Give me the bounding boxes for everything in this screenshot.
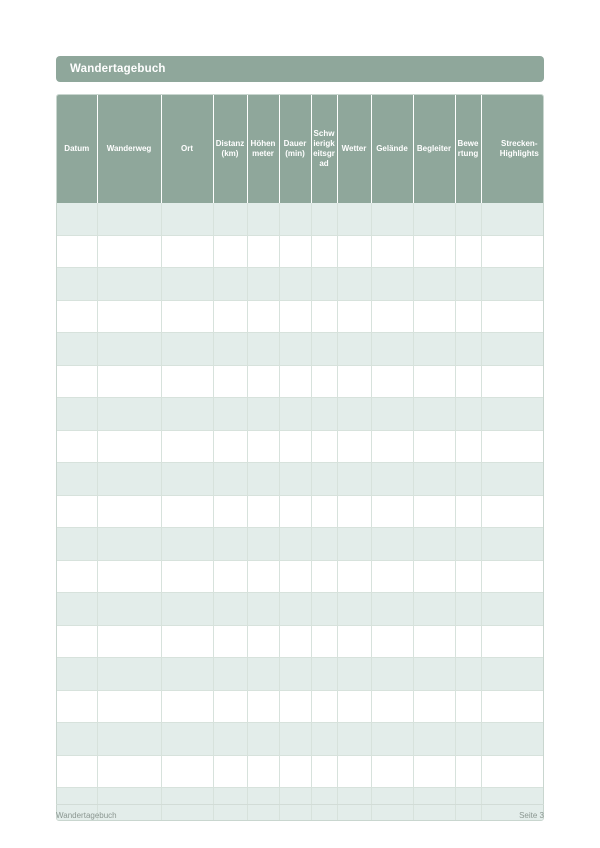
- table-cell[interactable]: [481, 690, 544, 723]
- table-cell[interactable]: [337, 430, 371, 463]
- table-row: [57, 463, 544, 496]
- table-cell[interactable]: [371, 625, 413, 658]
- table-cell[interactable]: [371, 495, 413, 528]
- table-header-row: [57, 95, 544, 203]
- table-cell[interactable]: [311, 690, 337, 723]
- table-cell[interactable]: [97, 203, 161, 235]
- document-title-bar: [56, 56, 544, 82]
- table-cell[interactable]: [161, 658, 213, 691]
- table-cell[interactable]: [311, 398, 337, 431]
- table-cell[interactable]: [337, 235, 371, 268]
- table-cell[interactable]: [279, 333, 311, 366]
- table-cell[interactable]: [247, 625, 279, 658]
- table-cell[interactable]: [455, 690, 481, 723]
- table-cell[interactable]: [481, 398, 544, 431]
- table-cell[interactable]: [161, 235, 213, 268]
- column-header: Wanderweg: [97, 95, 161, 203]
- table-cell[interactable]: [481, 268, 544, 301]
- table-cell[interactable]: [311, 658, 337, 691]
- table-cell[interactable]: [57, 658, 97, 691]
- table-cell[interactable]: [337, 690, 371, 723]
- table-cell[interactable]: [311, 300, 337, 333]
- table-cell[interactable]: [481, 625, 544, 658]
- table-cell[interactable]: [337, 658, 371, 691]
- table-cell[interactable]: [247, 430, 279, 463]
- table-cell[interactable]: [213, 495, 247, 528]
- table-cell[interactable]: [97, 268, 161, 301]
- table-cell[interactable]: [413, 593, 455, 626]
- column-header: Bewertung: [455, 95, 481, 203]
- table-cell[interactable]: [311, 430, 337, 463]
- table-cell[interactable]: [161, 333, 213, 366]
- table-cell[interactable]: [279, 495, 311, 528]
- table-row: [57, 625, 544, 658]
- column-header: Höhenmeter: [247, 95, 279, 203]
- table-cell[interactable]: [413, 398, 455, 431]
- table-cell[interactable]: [161, 300, 213, 333]
- table-cell[interactable]: [337, 463, 371, 496]
- table-cell[interactable]: [247, 495, 279, 528]
- table-cell[interactable]: [481, 593, 544, 626]
- table-row: [57, 300, 544, 333]
- table-cell[interactable]: [279, 398, 311, 431]
- table-cell[interactable]: [413, 560, 455, 593]
- table-cell[interactable]: [455, 593, 481, 626]
- table-cell[interactable]: [161, 625, 213, 658]
- table-cell[interactable]: [311, 463, 337, 496]
- table-cell[interactable]: [279, 463, 311, 496]
- table-cell[interactable]: [371, 430, 413, 463]
- table-cell[interactable]: [413, 235, 455, 268]
- table-cell[interactable]: [97, 723, 161, 756]
- table-cell[interactable]: [413, 430, 455, 463]
- table-cell[interactable]: [311, 203, 337, 235]
- table-row: [57, 690, 544, 723]
- table-cell[interactable]: [455, 463, 481, 496]
- table-cell[interactable]: [337, 560, 371, 593]
- table-cell[interactable]: [213, 268, 247, 301]
- table-cell[interactable]: [455, 203, 481, 235]
- column-header: Begleiter: [413, 95, 455, 203]
- table-cell[interactable]: [371, 235, 413, 268]
- table-cell[interactable]: [337, 365, 371, 398]
- table-cell[interactable]: [371, 268, 413, 301]
- table-cell[interactable]: [455, 528, 481, 561]
- table-cell[interactable]: [481, 300, 544, 333]
- table-cell[interactable]: [279, 430, 311, 463]
- table-cell[interactable]: [413, 755, 455, 788]
- table-cell[interactable]: [481, 463, 544, 496]
- table-cell[interactable]: [213, 365, 247, 398]
- table-cell[interactable]: [97, 333, 161, 366]
- hiking-log-table: [57, 95, 544, 820]
- page-title: Wandertagebuch: [70, 63, 166, 75]
- table-cell[interactable]: [161, 560, 213, 593]
- table-cell[interactable]: [413, 268, 455, 301]
- table-cell[interactable]: [57, 300, 97, 333]
- table-cell[interactable]: [371, 593, 413, 626]
- table-cell[interactable]: [455, 268, 481, 301]
- table-cell[interactable]: [213, 755, 247, 788]
- table-cell[interactable]: [161, 755, 213, 788]
- table-cell[interactable]: [371, 658, 413, 691]
- table-cell[interactable]: [311, 593, 337, 626]
- table-cell[interactable]: [279, 625, 311, 658]
- table-cell[interactable]: [455, 430, 481, 463]
- table-cell[interactable]: [213, 235, 247, 268]
- table-cell[interactable]: [337, 625, 371, 658]
- table-cell[interactable]: [161, 203, 213, 235]
- table-cell[interactable]: [57, 398, 97, 431]
- table-cell[interactable]: [57, 528, 97, 561]
- table-cell[interactable]: [57, 593, 97, 626]
- column-header: Gelände: [371, 95, 413, 203]
- table-cell[interactable]: [279, 755, 311, 788]
- table-cell[interactable]: [247, 723, 279, 756]
- table-cell[interactable]: [247, 755, 279, 788]
- table-cell[interactable]: [161, 463, 213, 496]
- table-cell[interactable]: [371, 300, 413, 333]
- table-cell[interactable]: [213, 430, 247, 463]
- table-cell[interactable]: [213, 625, 247, 658]
- table-row: [57, 560, 544, 593]
- column-header: Strecken-Highlights: [481, 95, 544, 203]
- table-cell[interactable]: [247, 658, 279, 691]
- table-cell[interactable]: [97, 495, 161, 528]
- table-cell[interactable]: [247, 268, 279, 301]
- table-cell[interactable]: [97, 235, 161, 268]
- table-cell[interactable]: [413, 625, 455, 658]
- table-cell[interactable]: [455, 300, 481, 333]
- table-row: [57, 723, 544, 756]
- table-cell[interactable]: [413, 528, 455, 561]
- table-cell[interactable]: [481, 203, 544, 235]
- table-cell[interactable]: [213, 723, 247, 756]
- table-cell[interactable]: [247, 300, 279, 333]
- table-row: [57, 593, 544, 626]
- column-header: Distanz (km): [213, 95, 247, 203]
- table-cell[interactable]: [455, 235, 481, 268]
- table-cell[interactable]: [213, 528, 247, 561]
- table-cell[interactable]: [413, 690, 455, 723]
- table-cell[interactable]: [279, 235, 311, 268]
- table-cell[interactable]: [247, 690, 279, 723]
- table-cell[interactable]: [337, 495, 371, 528]
- table-cell[interactable]: [279, 593, 311, 626]
- table-cell[interactable]: [311, 333, 337, 366]
- table-cell[interactable]: [247, 560, 279, 593]
- table-cell[interactable]: [481, 365, 544, 398]
- table-cell[interactable]: [247, 398, 279, 431]
- table-cell[interactable]: [247, 463, 279, 496]
- table-cell[interactable]: [311, 723, 337, 756]
- table-cell[interactable]: [97, 690, 161, 723]
- table-cell[interactable]: [337, 203, 371, 235]
- table-cell[interactable]: [337, 755, 371, 788]
- table-cell[interactable]: [371, 398, 413, 431]
- table-cell[interactable]: [161, 528, 213, 561]
- table-cell[interactable]: [279, 723, 311, 756]
- table-cell[interactable]: [337, 398, 371, 431]
- table-cell[interactable]: [97, 593, 161, 626]
- table-cell[interactable]: [97, 300, 161, 333]
- table-cell[interactable]: [213, 398, 247, 431]
- table-cell[interactable]: [481, 658, 544, 691]
- table-cell[interactable]: [161, 593, 213, 626]
- table-cell[interactable]: [57, 430, 97, 463]
- table-cell[interactable]: [337, 300, 371, 333]
- table-cell[interactable]: [371, 690, 413, 723]
- footer-left-text: Wandertagebuch: [56, 811, 117, 820]
- table-cell[interactable]: [57, 235, 97, 268]
- table-cell[interactable]: [97, 560, 161, 593]
- table-cell[interactable]: [97, 528, 161, 561]
- table-cell[interactable]: [481, 495, 544, 528]
- table-cell[interactable]: [455, 755, 481, 788]
- table-cell[interactable]: [481, 560, 544, 593]
- table-cell[interactable]: [481, 755, 544, 788]
- table-cell[interactable]: [455, 723, 481, 756]
- table-cell[interactable]: [481, 235, 544, 268]
- table-row: [57, 658, 544, 691]
- table-cell[interactable]: [481, 723, 544, 756]
- table-cell[interactable]: [97, 365, 161, 398]
- column-header: Ort: [161, 95, 213, 203]
- table-cell[interactable]: [57, 365, 97, 398]
- table-cell[interactable]: [247, 365, 279, 398]
- table-cell[interactable]: [455, 658, 481, 691]
- table-cell[interactable]: [247, 203, 279, 235]
- table-cell[interactable]: [311, 268, 337, 301]
- table-row: [57, 528, 544, 561]
- table-cell[interactable]: [371, 560, 413, 593]
- table-cell[interactable]: [279, 528, 311, 561]
- column-header: Schwierigkeitsgrad: [311, 95, 337, 203]
- table-header: [57, 95, 544, 203]
- table-cell[interactable]: [455, 495, 481, 528]
- table-cell[interactable]: [279, 560, 311, 593]
- table-cell[interactable]: [213, 463, 247, 496]
- table-cell[interactable]: [97, 463, 161, 496]
- table-cell[interactable]: [371, 463, 413, 496]
- table-cell[interactable]: [337, 593, 371, 626]
- table-cell[interactable]: [481, 333, 544, 366]
- table-cell[interactable]: [481, 430, 544, 463]
- table-cell[interactable]: [247, 333, 279, 366]
- table-cell[interactable]: [97, 398, 161, 431]
- table-row: [57, 268, 544, 301]
- table-cell[interactable]: [455, 398, 481, 431]
- table-cell[interactable]: [311, 625, 337, 658]
- table-cell[interactable]: [311, 235, 337, 268]
- table-cell[interactable]: [311, 528, 337, 561]
- table-cell[interactable]: [57, 268, 97, 301]
- table-cell[interactable]: [213, 690, 247, 723]
- table-cell[interactable]: [161, 268, 213, 301]
- table-cell[interactable]: [97, 625, 161, 658]
- table-cell[interactable]: [371, 755, 413, 788]
- table-cell[interactable]: [161, 430, 213, 463]
- table-row: [57, 398, 544, 431]
- table-cell[interactable]: [337, 333, 371, 366]
- table-cell[interactable]: [213, 593, 247, 626]
- table-cell[interactable]: [279, 658, 311, 691]
- table-cell[interactable]: [371, 333, 413, 366]
- table-cell[interactable]: [311, 495, 337, 528]
- table-cell[interactable]: [279, 690, 311, 723]
- table-cell[interactable]: [413, 463, 455, 496]
- table-cell[interactable]: [57, 560, 97, 593]
- table-cell[interactable]: [279, 268, 311, 301]
- column-header: Dauer (min): [279, 95, 311, 203]
- table-cell[interactable]: [455, 333, 481, 366]
- table-cell[interactable]: [481, 528, 544, 561]
- table-row: [57, 235, 544, 268]
- column-header: Wetter: [337, 95, 371, 203]
- table-cell[interactable]: [213, 658, 247, 691]
- table-cell[interactable]: [455, 365, 481, 398]
- table-cell[interactable]: [455, 625, 481, 658]
- table-cell[interactable]: [371, 723, 413, 756]
- table-cell[interactable]: [57, 755, 97, 788]
- table-row: [57, 430, 544, 463]
- table-cell[interactable]: [57, 495, 97, 528]
- table-cell[interactable]: [371, 528, 413, 561]
- table-cell[interactable]: [213, 300, 247, 333]
- table-cell[interactable]: [279, 365, 311, 398]
- table-cell[interactable]: [337, 723, 371, 756]
- table-cell[interactable]: [455, 560, 481, 593]
- table-cell[interactable]: [413, 495, 455, 528]
- table-cell[interactable]: [247, 235, 279, 268]
- table-cell[interactable]: [279, 203, 311, 235]
- table-cell[interactable]: [247, 528, 279, 561]
- table-cell[interactable]: [57, 203, 97, 235]
- table-body: [57, 203, 544, 820]
- table-cell[interactable]: [311, 755, 337, 788]
- table-cell[interactable]: [57, 333, 97, 366]
- table-cell[interactable]: [337, 268, 371, 301]
- table-cell[interactable]: [97, 658, 161, 691]
- table-cell[interactable]: [311, 365, 337, 398]
- table-row: [57, 495, 544, 528]
- table-cell[interactable]: [97, 430, 161, 463]
- table-row: [57, 755, 544, 788]
- table-cell[interactable]: [413, 203, 455, 235]
- table-cell[interactable]: [161, 690, 213, 723]
- table-cell[interactable]: [97, 755, 161, 788]
- table-cell[interactable]: [371, 365, 413, 398]
- table-cell[interactable]: [247, 593, 279, 626]
- table-cell[interactable]: [213, 560, 247, 593]
- table-row: [57, 203, 544, 235]
- table-cell[interactable]: [213, 203, 247, 235]
- table-row: [57, 365, 544, 398]
- table-cell[interactable]: [413, 365, 455, 398]
- table-cell[interactable]: [413, 300, 455, 333]
- table-cell[interactable]: [161, 723, 213, 756]
- column-header: Datum: [57, 95, 97, 203]
- table-cell[interactable]: [213, 333, 247, 366]
- table-cell[interactable]: [413, 333, 455, 366]
- table-cell[interactable]: [161, 398, 213, 431]
- table-cell[interactable]: [337, 528, 371, 561]
- table-cell[interactable]: [161, 365, 213, 398]
- table-cell[interactable]: [57, 625, 97, 658]
- page-footer: [56, 804, 544, 820]
- table-cell[interactable]: [371, 203, 413, 235]
- table-cell[interactable]: [279, 300, 311, 333]
- table-cell[interactable]: [57, 463, 97, 496]
- footer-page-number: Seite 3: [519, 811, 544, 820]
- table-cell[interactable]: [413, 723, 455, 756]
- hiking-log-table-wrapper: [56, 94, 544, 821]
- table-cell[interactable]: [57, 690, 97, 723]
- table-cell[interactable]: [413, 658, 455, 691]
- table-cell[interactable]: [57, 723, 97, 756]
- table-cell[interactable]: [311, 560, 337, 593]
- table-cell[interactable]: [161, 495, 213, 528]
- table-row: [57, 333, 544, 366]
